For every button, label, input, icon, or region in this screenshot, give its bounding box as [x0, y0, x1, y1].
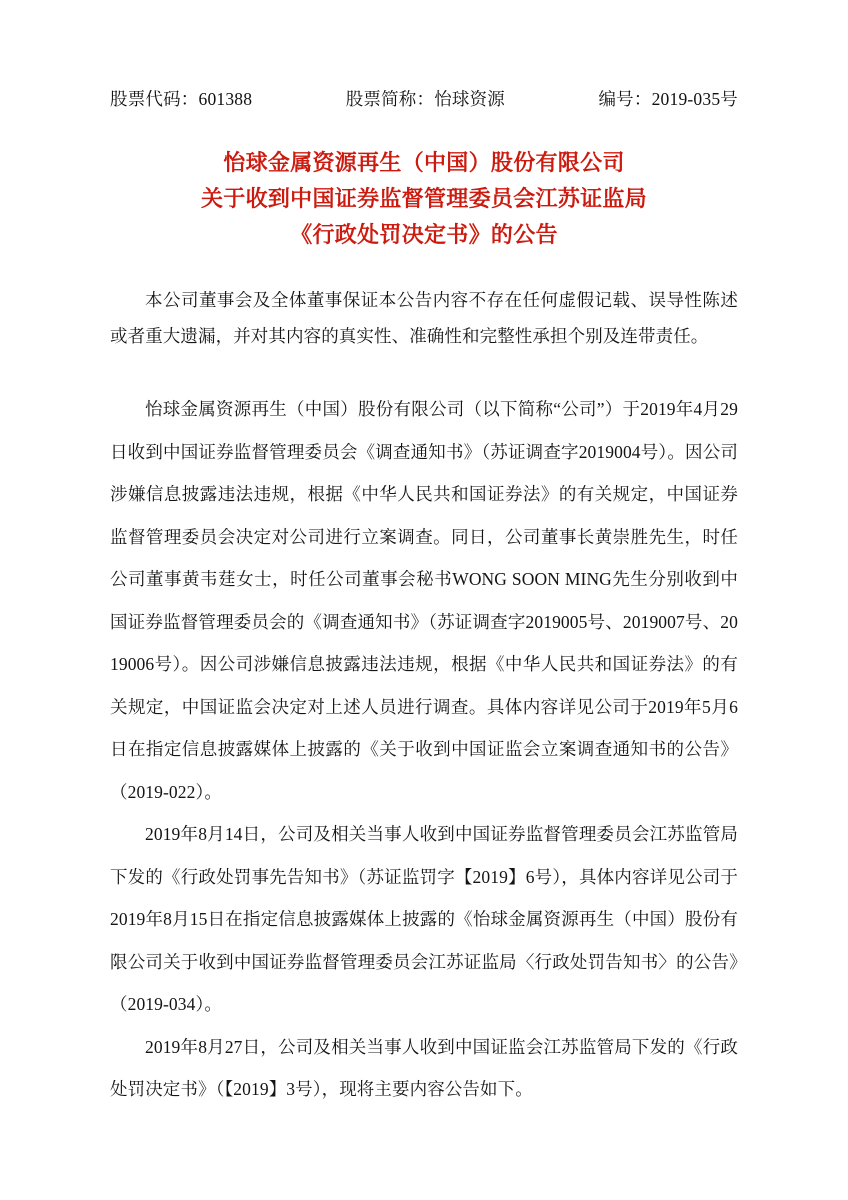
stock-code-label: 股票代码：	[110, 89, 199, 109]
title-line-2: 关于收到中国证券监督管理委员会江苏证监局	[200, 187, 647, 212]
title-line-1: 怡球金属资源再生（中国）股份有限公司	[223, 151, 625, 176]
stock-abbreviation-label: 股票简称：	[345, 89, 435, 109]
announcement-number-value: 2019-035号	[651, 89, 738, 109]
title-line-3: 《行政处罚决定书》的公告	[290, 223, 558, 248]
stock-code-field	[110, 86, 252, 111]
announcement-number-field	[598, 86, 738, 111]
stock-abbreviation-value: 怡球资源	[434, 89, 505, 109]
body-paragraph-2: 2019年8月14日，公司及相关当事人收到中国证券监督管理委员会江苏监管局下发的《行政处罚事先告知书》（苏证监罚字【2019】6号），具体内容详见公司于2019年8月15日在指定信息披露媒体上披露的《怡球金属资源再生（中国）股份有限公司关于收到中国证券监督管理委员会江苏证监局〈行政处罚告知书〉的公告》（2019-034）。	[110, 824, 738, 1014]
liability-disclaimer-paragraph: 本公司董事会及全体董事保证本公告内容不存在任何虚假记载、误导性陈述或者重大遗漏，并对其内容的真实性、准确性和完整性承担个别及连带责任。	[110, 290, 738, 346]
stock-abbreviation-field	[346, 86, 505, 111]
announcement-number-label: 编号：	[598, 89, 652, 109]
body-paragraph-1: 怡球金属资源再生（中国）股份有限公司（以下简称“公司”）于2019年4月29日收到中国证券监督管理委员会《调查通知书》（苏证调查字2019004号）。因公司涉嫌信息披露违法违规，根据《中华人民共和国证券法》的有关规定，中国证券监督管理委员会决定对公司进行立案调查。同日，公司董事长黄崇胜先生，时任公司董事黄韦莛女士，时任公司董事会秘书WONG SOON MING先生分别收到中国证券监督管理委员会的《调查通知书》（苏证调查字2019005号、2019007号、2019006号）。因公司涉嫌信息披露违法违规，根据《中华人民共和国证券法》的有关规定，中国证监会决定对上述人员进行调查。具体内容详见公司于2019年5月6日在指定信息披露媒体上披露的《关于收到中国证监会立案调查通知书的公告》（2019-022）。	[110, 399, 738, 802]
stock-code-value: 601388	[198, 89, 253, 109]
header-meta-row	[110, 86, 738, 111]
document-body	[110, 282, 738, 1111]
body-paragraph-3: 2019年8月27日，公司及相关当事人收到中国证监会江苏监管局下发的《行政处罚决定书》（【2019】3号），现将主要内容公告如下。	[110, 1036, 738, 1099]
announcement-title	[110, 146, 738, 254]
